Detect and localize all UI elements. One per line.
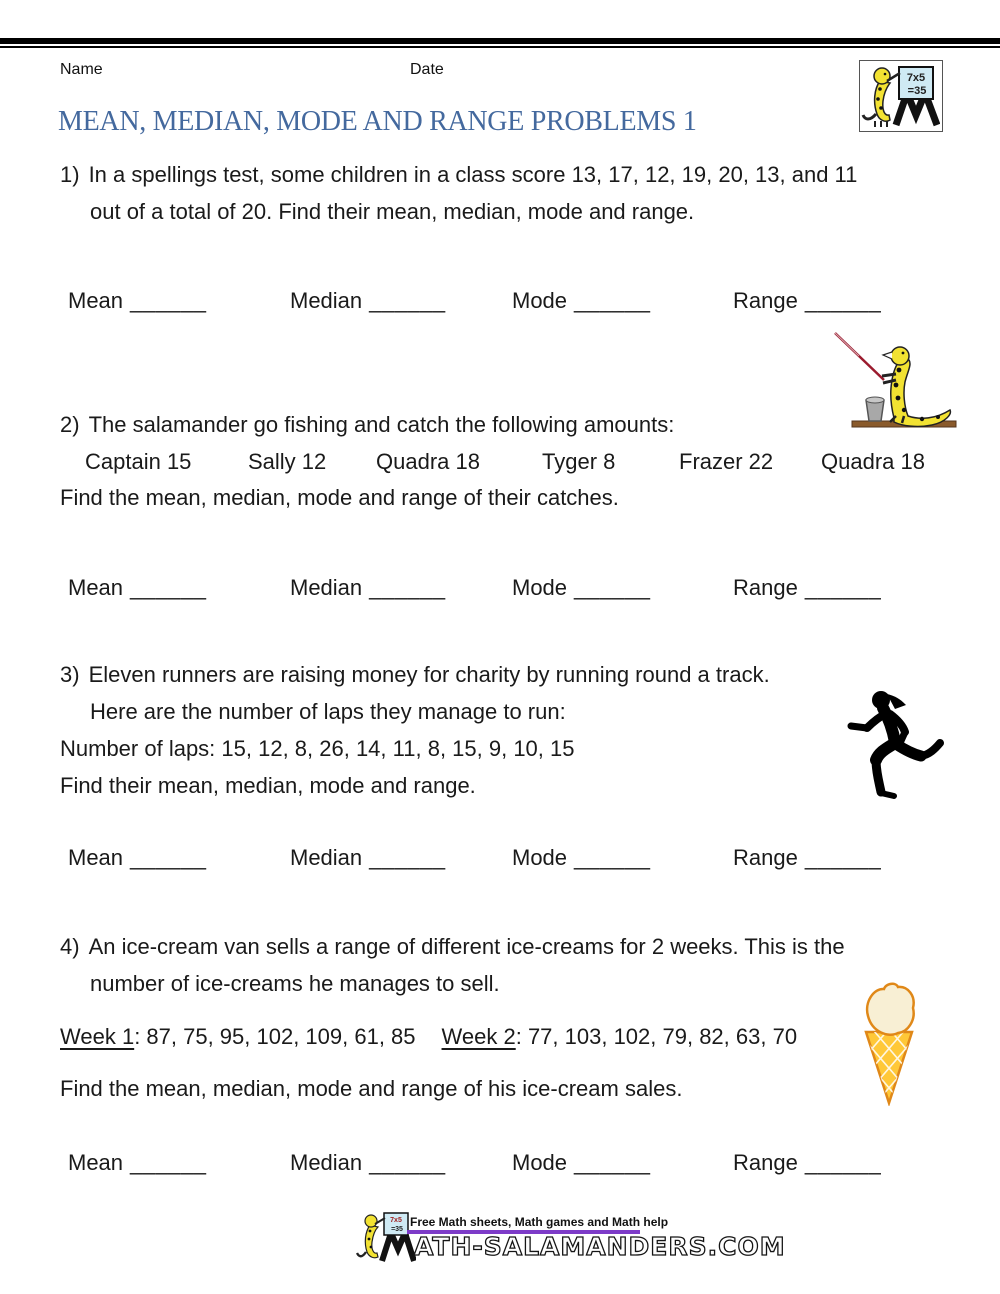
footer-tagline: Free Math sheets, Math games and Math help — [410, 1215, 669, 1229]
median-blank: ______ — [369, 288, 446, 313]
answers-row-4 — [0, 1150, 1000, 1180]
footer-logo — [356, 1209, 416, 1265]
mean-blank: ______ — [130, 575, 207, 600]
answers-row-3 — [0, 845, 1000, 875]
catch-item: Captain 15 — [85, 449, 192, 474]
catch-item: Sally 12 — [248, 449, 327, 474]
problem2-line3: Find the mean, median, mode and range of their catches. — [60, 485, 619, 510]
mode-field: Mode ______ — [512, 288, 651, 313]
problem2-number: 2) — [60, 412, 80, 437]
date-label: Date — [410, 61, 444, 78]
median-blank: ______ — [369, 1150, 446, 1175]
problem3-line1 — [60, 662, 770, 688]
week2-label: Week 2 — [441, 1024, 516, 1049]
problem1-text1: In a spellings test, some children in a class score 13, 17, 12, 19, 20, 13, and 11 — [88, 162, 858, 187]
footer-site-text: ATH-SALAMANDERS.COM — [414, 1232, 786, 1261]
median-blank: ______ — [369, 575, 446, 600]
page-title: MEAN, MEDIAN, MODE AND RANGE PROBLEMS 1 — [58, 106, 697, 137]
mean-blank: ______ — [130, 845, 207, 870]
problem1-line1 — [60, 162, 857, 188]
problem2-line1 — [60, 412, 674, 438]
problem3-line4: Find their mean, median, mode and range. — [60, 773, 476, 798]
week1-values: : 87, 75, 95, 102, 109, 61, 85 — [134, 1024, 416, 1049]
problem3-number: 3) — [60, 662, 80, 687]
mode-blank: ______ — [574, 845, 651, 870]
problem4-weeks — [60, 1024, 797, 1050]
problem1-line2: out of a total of 20. Find their mean, median, mode and range. — [90, 199, 695, 224]
mean-field: Mean ______ — [68, 1150, 207, 1175]
problem4-line2: number of ice-creams he manages to sell. — [90, 971, 500, 996]
fishing-salamander-icon — [826, 330, 958, 436]
ice-cream-icon — [858, 980, 920, 1106]
mean-blank: ______ — [130, 1150, 207, 1175]
mean-field: Mean ______ — [68, 845, 207, 870]
mode-field: Mode ______ — [512, 1150, 651, 1175]
mean-field: Mean ______ — [68, 575, 207, 600]
mode-blank: ______ — [574, 288, 651, 313]
problem3-line2: Here are the number of laps they manage to run: — [90, 699, 566, 724]
top-rule-thin — [0, 46, 1000, 48]
range-blank: ______ — [804, 845, 882, 870]
problem4-line1 — [60, 934, 845, 960]
problem3-text1: Eleven runners are raising money for charity by running round a track. — [88, 662, 770, 687]
problem4-text1: An ice-cream van sells a range of different ice-creams for 2 weeks. This is the — [88, 934, 845, 959]
catch-item: Tyger 8 — [542, 449, 616, 474]
answers-row-1 — [0, 288, 1000, 318]
range-field: Range ______ — [733, 1150, 882, 1175]
mode-blank: ______ — [574, 1150, 651, 1175]
range-field: Range ______ — [733, 845, 882, 870]
svg-text:7x5: 7x5 — [906, 72, 926, 84]
mean-blank: ______ — [130, 288, 207, 313]
mode-blank: ______ — [574, 575, 651, 600]
median-field: Median ______ — [290, 288, 446, 313]
range-field: Range ______ — [733, 288, 882, 313]
problem3-line3: Number of laps: 15, 12, 8, 26, 14, 11, 8, 15, 9, 10, 15 — [60, 736, 575, 761]
problem4-number: 4) — [60, 934, 80, 959]
runner-icon — [845, 686, 945, 802]
problem1-number: 1) — [60, 162, 80, 187]
catch-item: Frazer 22 — [679, 449, 774, 474]
week1-label: Week 1 — [60, 1024, 135, 1049]
median-field: Median ______ — [290, 575, 446, 600]
problem2-text1: The salamander go fishing and catch the following amounts: — [88, 412, 675, 437]
answers-row-2 — [0, 575, 1000, 605]
range-blank: ______ — [804, 288, 882, 313]
range-blank: ______ — [804, 1150, 882, 1175]
top-rule-thick — [0, 38, 1000, 44]
problem4-line5: Find the mean, median, mode and range of his ice-cream sales. — [60, 1076, 683, 1101]
svg-text:=35: =35 — [907, 85, 927, 97]
mode-field: Mode ______ — [512, 575, 651, 600]
median-field: Median ______ — [290, 845, 446, 870]
range-field: Range ______ — [733, 575, 882, 600]
mean-field: Mean ______ — [68, 288, 207, 313]
median-field: Median ______ — [290, 1150, 446, 1175]
header-logo — [859, 60, 943, 132]
catch-item: Quadra 18 — [376, 449, 480, 474]
median-blank: ______ — [369, 845, 446, 870]
mode-field: Mode ______ — [512, 845, 651, 870]
week2-values: : 77, 103, 102, 79, 82, 63, 70 — [515, 1024, 798, 1049]
salamander-easel-icon — [860, 61, 940, 129]
svg-text:=35: =35 — [391, 1226, 403, 1233]
svg-text:7x5: 7x5 — [390, 1217, 402, 1224]
catch-item: Quadra 18 — [821, 449, 925, 474]
range-blank: ______ — [804, 575, 882, 600]
name-label: Name — [60, 61, 103, 78]
